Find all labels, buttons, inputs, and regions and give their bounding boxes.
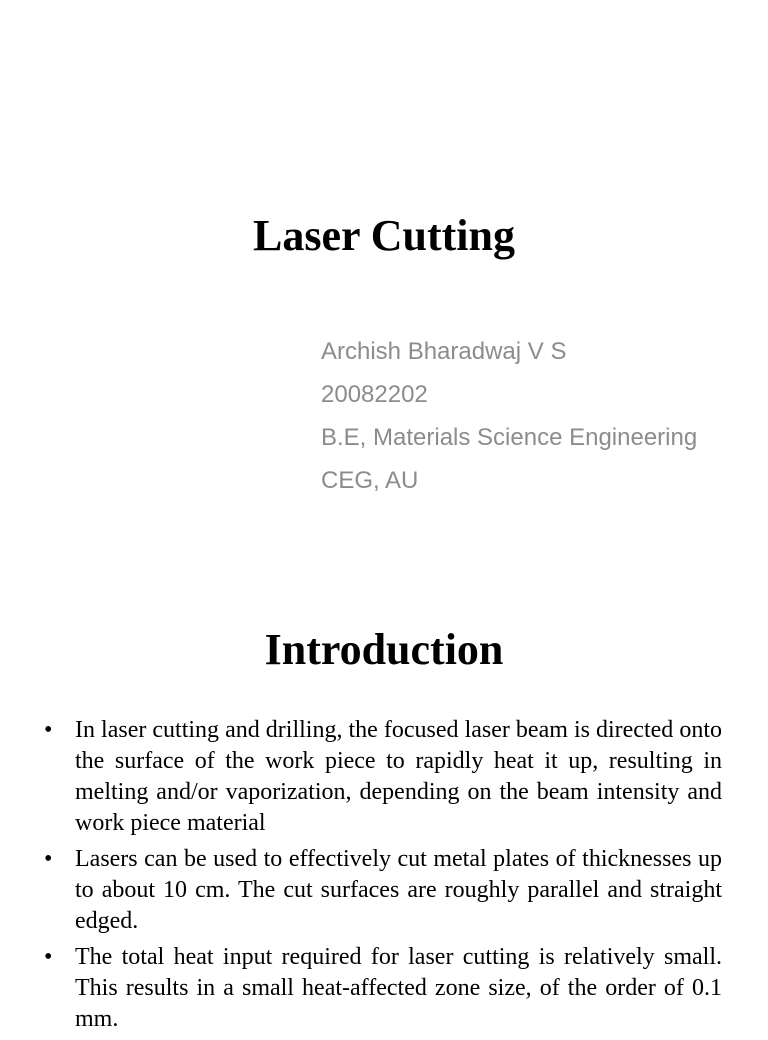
bullet-item	[44, 844, 722, 937]
slide-introduction	[0, 576, 768, 1032]
bullet-icon: •	[44, 944, 53, 970]
bullet-icon: •	[44, 717, 53, 743]
author-info	[321, 330, 697, 502]
introduction-heading: Introduction	[264, 625, 504, 674]
bullet-text: Lasers can be used to effectively cut metal plates of thicknesses up to about 10 cm. The cut surfaces are roughly parallel and straight edged.	[75, 846, 722, 934]
bullet-icon: •	[44, 846, 53, 872]
bullet-text: The total heat input required for laser cutting is relatively small. This results in a small heat-affected zone size, of the order of 0.1 mm.	[75, 944, 722, 1032]
slide-title-heading: Laser Cutting	[253, 211, 515, 260]
institution: CEG, AU	[321, 467, 419, 494]
bullet-list	[44, 715, 722, 1040]
author-name: Archish Bharadwaj V S	[321, 338, 567, 365]
degree-program: B.E, Materials Science Engineering	[321, 424, 698, 451]
bullet-text: In laser cutting and drilling, the focused laser beam is directed onto the surface of the work piece to rapidly heat it up, resulting in melting and/or vaporization, depending on the beam intensity and work piece material	[75, 717, 722, 836]
bullet-item	[44, 942, 722, 1035]
bullet-item	[44, 715, 722, 839]
student-id: 20082202	[321, 381, 428, 408]
